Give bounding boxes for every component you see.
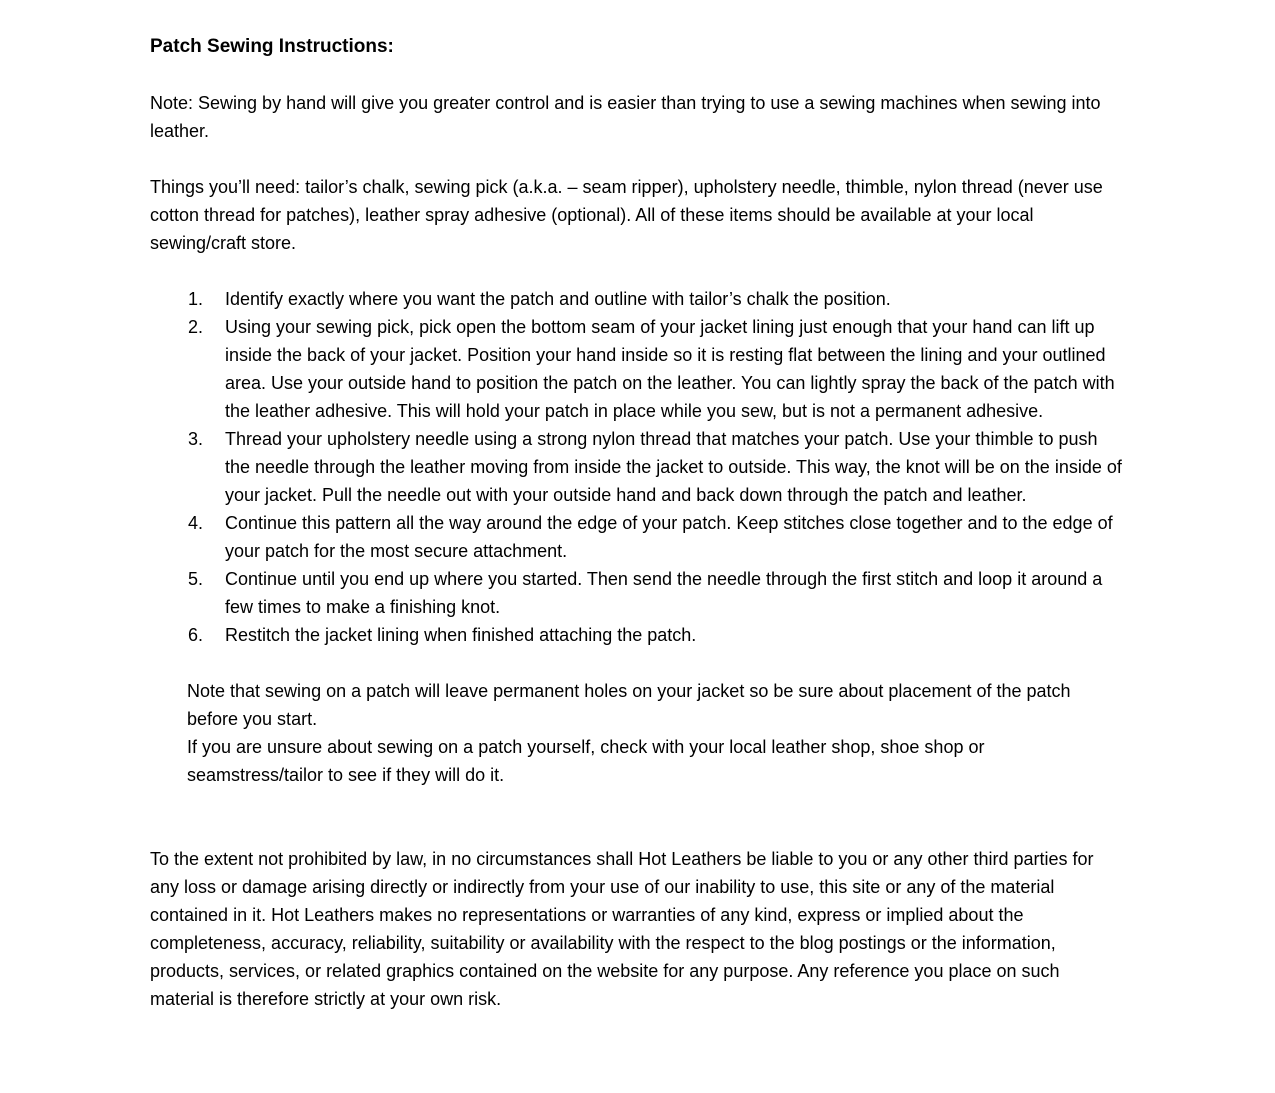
step-item-4: Continue this pattern all the way around the edge of your patch. Keep stitches close together and to the edge of your patch for the most secure attachment. [225,513,1113,561]
notes-block [187,677,1124,789]
step-item-2: Using your sewing pick, pick open the bottom seam of your jacket lining just enough that your hand can lift up inside the back of your jacket. Position your hand inside so it is resting flat between the lining and your outlined area. Use your outside hand to position the patch on the leather. You can lightly spray the back of the patch with the leather adhesive. This will hold your patch in place while you sew, but is not a permanent adhesive. [225,317,1115,421]
placement-note: Note that sewing on a patch will leave permanent holes on your jacket so be sure about placement of the patch before you start. [187,681,1071,729]
step-item-6: Restitch the jacket lining when finished attaching the patch. [225,625,697,645]
hand-sewing-note-paragraph: Note: Sewing by hand will give you greater control and is easier than trying to use a sewing machines when sewing into leather. [150,93,1101,141]
materials-paragraph: Things you’ll need: tailor’s chalk, sewing pick (a.k.a. – seam ripper), upholstery needle, thimble, nylon thread (never use cotton thread for patches), leather spray adhesive (optional). All of these items should be available at your local sewing/craft store. [150,177,1103,253]
step-item-1: Identify exactly where you want the patch and outline with tailor’s chalk the position. [225,289,891,309]
instruction-steps-list [150,285,1124,649]
document-title: Patch Sewing Instructions: [150,36,394,57]
legal-disclaimer-paragraph: To the extent not prohibited by law, in no circumstances shall Hot Leathers be liable to you or any other third parties for any loss or damage arising directly or indirectly from your use of our inability to use, this site or any of the material contained in it. Hot Leathers makes no representations or warranties of any kind, express or implied about the completeness, accuracy, reliability, suitability or availability with the respect to the blog postings or the information, products, services, or related graphics contained on the website for any purpose. Any reference you place on such material is therefore strictly at your own risk. [150,849,1094,1009]
step-item-5: Continue until you end up where you started. Then send the needle through the first stitch and loop it around a few times to make a finishing knot. [225,569,1103,617]
step-item-3: Thread your upholstery needle using a strong nylon thread that matches your patch. Use your thimble to push the needle through the leather moving from inside the jacket to outside. This way, the knot will be on the inside of your jacket. Pull the needle out with your outside hand and back down through the patch and leather. [225,429,1122,505]
unsure-note: If you are unsure about sewing on a patch yourself, check with your local leather shop, shoe shop or seamstress/tailor to see if they will do it. [187,737,985,785]
